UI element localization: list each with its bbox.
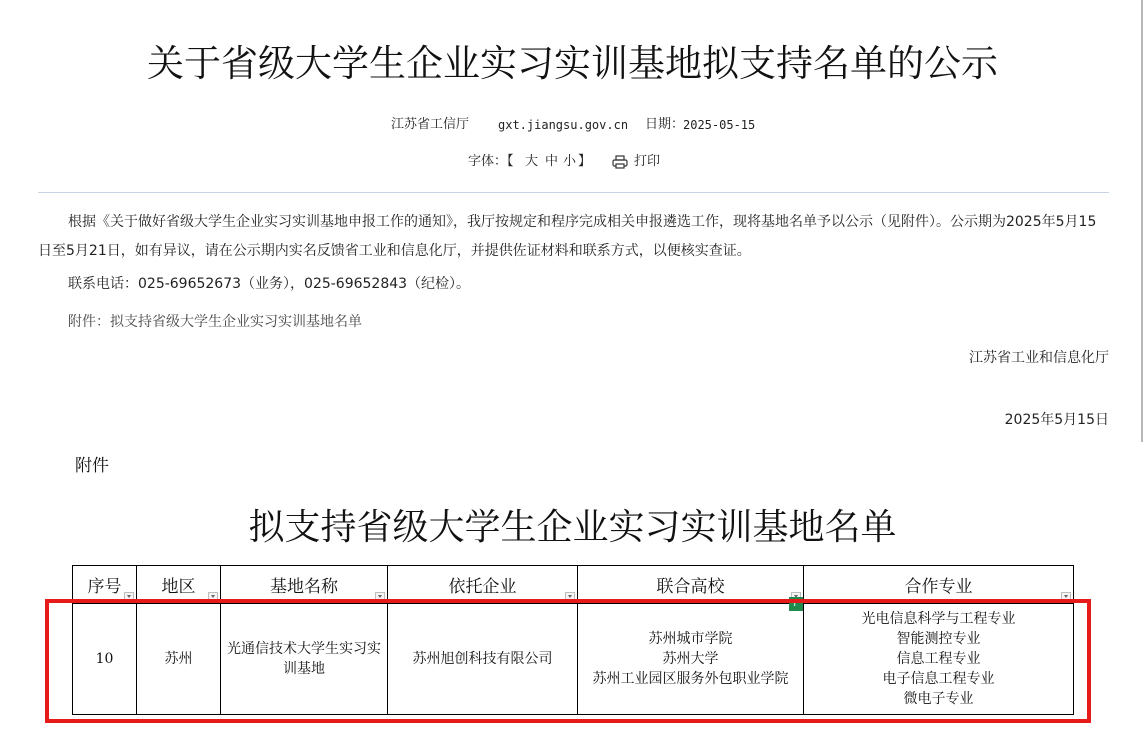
filter-dropdown-icon[interactable] [375, 592, 385, 601]
filter-dropdown-icon[interactable] [124, 592, 134, 601]
header-index [73, 566, 137, 604]
attachment-title: 拟支持省级大学生企业实习实训基地名单 [248, 507, 897, 548]
cell-universities [578, 604, 804, 715]
header-majors [804, 566, 1074, 604]
signature-date: 2025年5月15日 [1004, 412, 1109, 428]
header-base-name [221, 566, 388, 604]
print-button[interactable] [612, 150, 660, 174]
filter-dropdown-icon[interactable] [565, 592, 575, 601]
header-region [137, 566, 221, 604]
font-size-toolbar [0, 150, 1145, 174]
comment-flag-icon: F [789, 597, 803, 611]
header-universities [578, 566, 804, 609]
notice-paragraph: 根据《关于做好省级大学生企业实习实训基地申报工作的通知》，我厅按规定和程序完成相关申报遴选工作，现将基地名单予以公示（见附件）。公示期为2025年5月15日至5月21日，如有异议，请在公示期内实名反馈省工业和信息化厅，并提供佐证材料和联系方式，以便核实查证。 [38, 214, 1097, 259]
university-item: 苏州工业园区服务外包职业学院 [592, 671, 789, 687]
header-universities-label: 联合高校 [656, 577, 725, 597]
date-label: 日期： [645, 117, 685, 132]
cell-region: 苏州 [137, 604, 221, 715]
attachment-link[interactable]: 附件：拟支持省级大学生企业实习实训基地名单 [68, 314, 362, 330]
filter-dropdown-icon[interactable] [208, 592, 218, 601]
source-domain: gxt.jiangsu.gov.cn [498, 118, 629, 132]
major-item: 光电信息科学与工程专业 [861, 611, 1016, 627]
font-size-label: 字体：【 [468, 154, 514, 169]
university-item: 苏州城市学院 [648, 631, 733, 647]
cell-index: 10 [73, 604, 137, 715]
source-org: 江苏省工信厅 [391, 117, 470, 132]
attachment-label: 附件 [75, 456, 109, 476]
cell-base-name: 光通信技术大学生实习实训基地 [221, 604, 388, 715]
table-row [73, 604, 1074, 715]
signature-org: 江苏省工业和信息化厅 [969, 350, 1109, 366]
major-item: 电子信息工程专业 [882, 671, 995, 687]
header-index-label: 序号 [87, 577, 122, 597]
font-size-close: 】 [578, 154, 592, 169]
table-header-row [73, 566, 1074, 604]
major-item: 智能测控专业 [896, 631, 981, 647]
article-meta [0, 114, 1145, 136]
base-list-table [72, 565, 1074, 715]
font-size-medium[interactable]: 中 [545, 154, 559, 169]
date-value: 2025-05-15 [683, 118, 756, 132]
major-item: 信息工程专业 [896, 651, 981, 667]
contact-phone: 联系电话：025-69652673（业务），025-69652843（纪检）。 [68, 276, 471, 292]
header-divider [38, 192, 1109, 193]
header-region-label: 地区 [161, 577, 196, 597]
font-size-small[interactable]: 小 [563, 154, 577, 169]
major-item: 微电子专业 [903, 691, 974, 707]
header-base-name-label: 基地名称 [270, 577, 338, 597]
page-title: 关于省级大学生企业实习实训基地拟支持名单的公示 [147, 42, 998, 85]
cell-majors [804, 604, 1074, 715]
filter-dropdown-icon[interactable] [1061, 592, 1071, 601]
font-size-large[interactable]: 大 [525, 154, 539, 169]
header-company [388, 566, 578, 604]
university-item: 苏州大学 [662, 651, 719, 667]
print-label: 打印 [634, 154, 661, 169]
header-company-label: 依托企业 [448, 577, 517, 597]
cell-company: 苏州旭创科技有限公司 [388, 604, 578, 715]
printer-icon [612, 155, 628, 169]
header-majors-label: 合作专业 [904, 577, 973, 597]
